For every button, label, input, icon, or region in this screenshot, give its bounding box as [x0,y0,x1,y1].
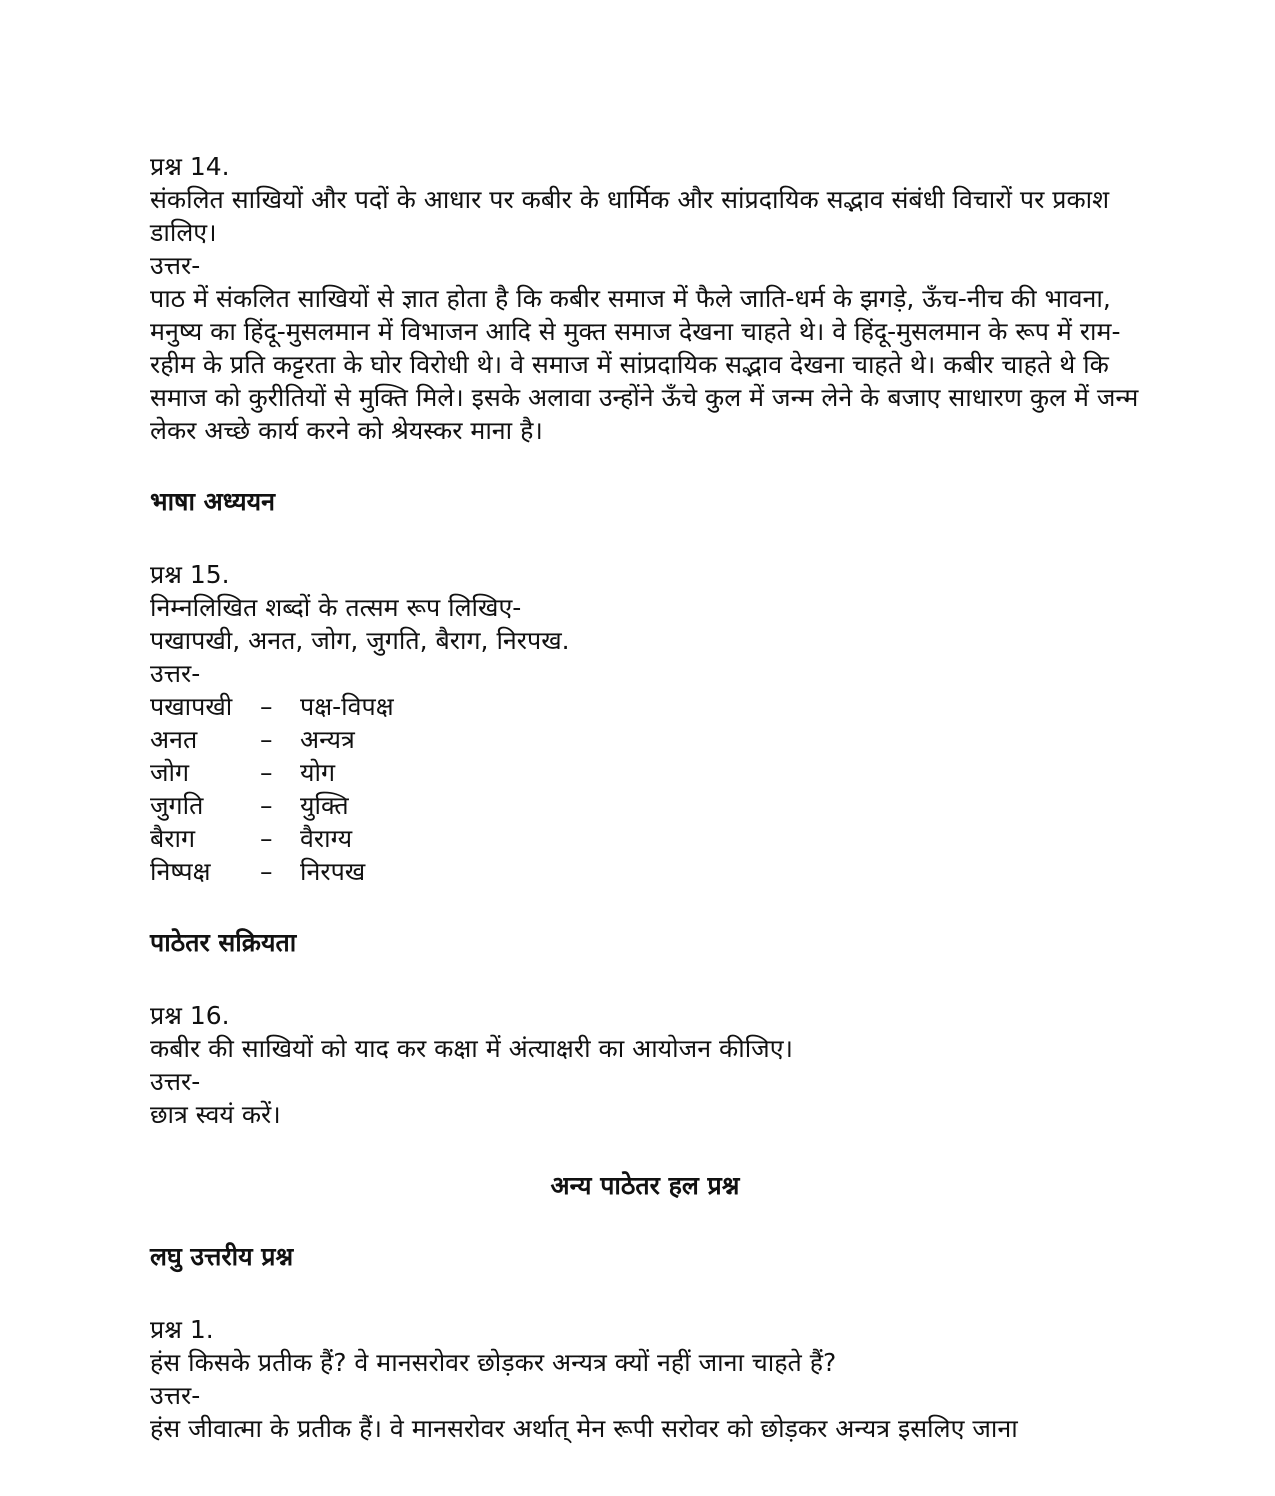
tatsam-row [150,756,394,789]
dash-separator: – [260,791,273,820]
tadbhav-word: जुगति [150,791,204,820]
q14-label: प्रश्न 14. [150,152,230,181]
q16-answer: छात्र स्वयं करें। [150,1100,281,1129]
section-heading-bhasha: भाषा अध्ययन [150,487,276,516]
q15-words: पखापखी, अनत, जोग, जुगति, बैराग, निरपख. [150,626,570,655]
dash-separator: – [260,758,273,787]
tatsam-row [150,690,394,723]
tatsam-row [150,723,394,756]
q16-question: कबीर की साखियों को याद कर कक्षा में अंत्याक्षरी का आयोजन कीजिए। [150,1034,794,1063]
tadbhav-word: बैराग [150,824,196,853]
section-heading-laghu: लघु उत्तरीय प्रश्न [150,1242,294,1271]
tatsam-row [150,822,394,855]
q14-question: संकलित साखियों और पदों के आधार पर कबीर के धार्मिक और सांप्रदायिक सद्भाव संबंधी विचारों पर प्रकाश डालिए। [150,185,1110,247]
dash-separator: – [260,857,273,886]
tatsam-row [150,855,394,888]
q15-label: प्रश्न 15. [150,560,230,589]
q1-answer-label: उत्तर- [150,1381,201,1410]
q16-label: प्रश्न 16. [150,1001,230,1030]
tatsam-word: पक्ष-विपक्ष [300,692,394,721]
dash-separator: – [260,692,273,721]
q16-answer-label: उत्तर- [150,1067,201,1096]
tadbhav-word: पखापखी [150,692,233,721]
section-heading-anya: अन्य पाठेतर हल प्रश्न [550,1171,740,1200]
tadbhav-word: अनत [150,725,198,754]
q14-answer-label: उत्तर- [150,251,201,280]
document-page [150,150,1140,1445]
q1-question: हंस किसके प्रतीक हैं? वे मानसरोवर छोड़कर अन्यत्र क्यों नहीं जाना चाहते हैं? [150,1348,837,1377]
q15-answer-label: उत्तर- [150,659,201,688]
q1-label: प्रश्न 1. [150,1315,214,1344]
tadbhav-word: निष्पक्ष [150,857,211,886]
tatsam-word: युक्ति [300,791,349,820]
q1-answer: हंस जीवात्मा के प्रतीक हैं। वे मानसरोवर अर्थात् मेन रूपी सरोवर को छोड़कर अन्यत्र इसलिए जाना [150,1414,1018,1443]
dash-separator: – [260,824,273,853]
tadbhav-word: जोग [150,758,190,787]
tatsam-word: निरपख [300,857,366,886]
q15-question: निम्नलिखित शब्दों के तत्सम रूप लिखिए- [150,593,522,622]
section-heading-pathetar: पाठेतर सक्रियता [150,928,297,957]
tatsam-table [150,690,394,888]
tatsam-word: योग [300,758,336,787]
q14-answer: पाठ में संकलित साखियों से ज्ञात होता है कि कबीर समाज में फैले जाति-धर्म के झगड़े, ऊँच-नीच की भावना, मनुष्य का हिंदू-मुसलमान में विभाजन आदि से मुक्त समाज देखना चाहते थे। वे हिंदू-मुसलमान के रूप में राम-रहीम के प्रति कट्टरता के घोर विरोधी थे। वे समाज में सांप्रदायिक सद्भाव देखना चाहते थे। कबीर चाहते थे कि समाज को कुरीतियों से मुक्ति मिले। इसके अलावा उन्होंने ऊँचे कुल में जन्म लेने के बजाए साधारण कुल में जन्म लेकर अच्छे कार्य करने को श्रेयस्कर माना है। [150,284,1139,445]
tatsam-word: वैराग्य [300,824,353,853]
tatsam-word: अन्यत्र [300,725,355,754]
tatsam-row [150,789,394,822]
dash-separator: – [260,725,273,754]
